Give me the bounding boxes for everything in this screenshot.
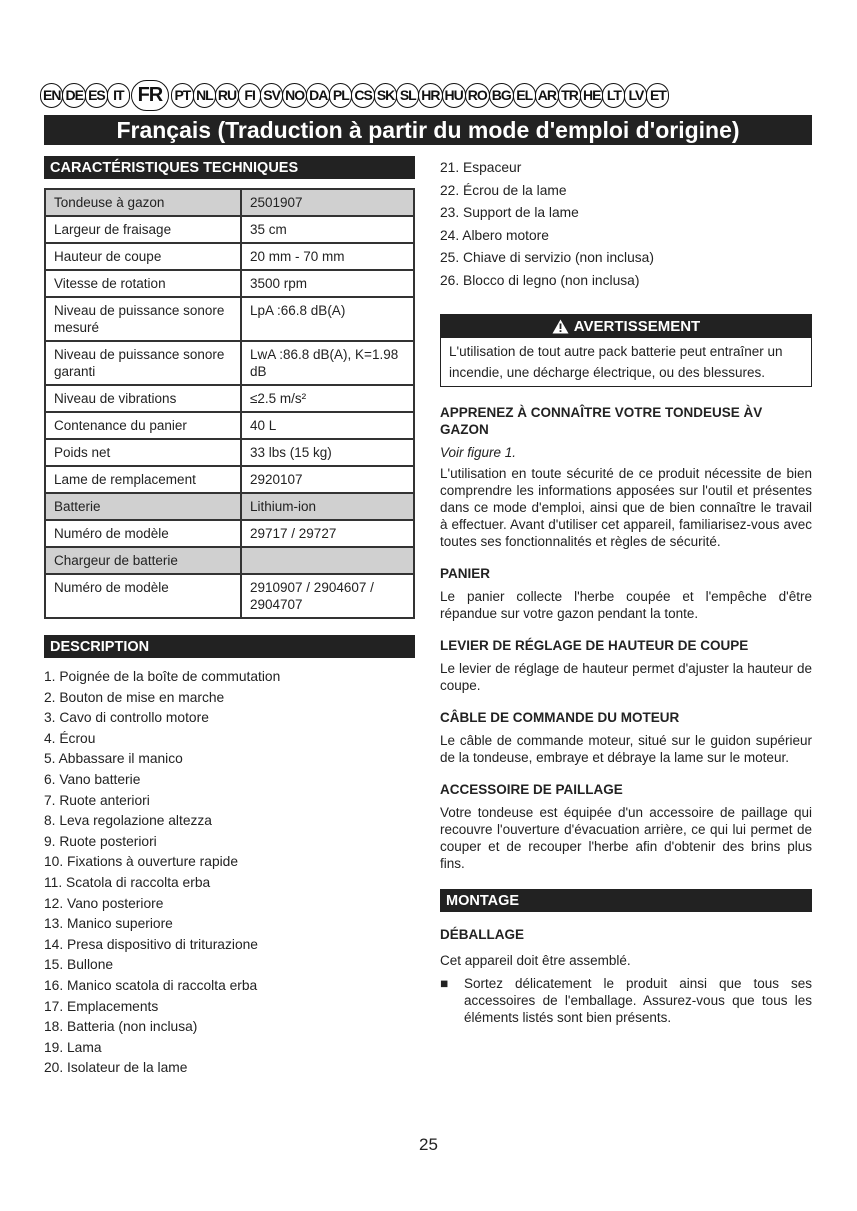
spec-label: Contenance du panier xyxy=(45,412,241,439)
spec-value: 3500 rpm xyxy=(241,270,414,297)
spec-label: Poids net xyxy=(45,439,241,466)
levier-text: Le levier de réglage de hauteur permet d'ajuster la hauteur de coupe. xyxy=(440,661,812,693)
language-bg: BG xyxy=(489,83,514,108)
description-heading: DESCRIPTION xyxy=(44,635,415,658)
spec-label: Niveau de puissance sonore mesuré xyxy=(45,297,241,341)
description-list xyxy=(44,667,415,1079)
left-column xyxy=(44,156,415,1079)
panier-heading: PANIER xyxy=(440,566,491,581)
spec-value: 40 L xyxy=(241,412,414,439)
list-item: 19. Lama xyxy=(44,1039,102,1055)
list-item: 10. Fixations à ouverture rapide xyxy=(44,854,239,870)
spec-label: Vitesse de rotation xyxy=(45,270,241,297)
list-item: 12. Vano posteriore xyxy=(44,895,164,911)
list-item: 7. Ruote anteriori xyxy=(44,792,150,808)
list-item: 16. Manico scatola di raccolta erba xyxy=(44,977,258,993)
list-item: 24. Albero motore xyxy=(440,227,549,243)
spec-row xyxy=(45,243,414,270)
warning-box xyxy=(440,314,812,387)
language-pl: PL xyxy=(329,83,352,108)
list-item: 23. Support de la lame xyxy=(440,205,579,220)
spec-label: Largeur de fraisage xyxy=(45,216,241,243)
language-no: NO xyxy=(282,83,307,108)
spec-row xyxy=(45,270,414,297)
language-nl: NL xyxy=(193,83,216,108)
list-item: 3. Cavo di controllo motore xyxy=(44,710,209,726)
language-pt: PT xyxy=(171,83,194,108)
panier-text: Le panier collecte l'herbe coupée et l'empêche d'être répandue sur votre gazon pendant la tonte. xyxy=(440,589,812,621)
spec-row xyxy=(45,412,414,439)
levier-heading: LEVIER DE RÉGLAGE DE HAUTEUR DE COUPE xyxy=(440,638,749,653)
montage-intro: Cet appareil doit être assemblé. xyxy=(440,953,631,968)
language-et: ET xyxy=(646,83,669,108)
language-he: HE xyxy=(580,83,603,108)
language-hu: HU xyxy=(442,83,466,108)
paillage-heading: ACCESSOIRE DE PAILLAGE xyxy=(440,782,623,797)
figure-reference: Voir figure 1. xyxy=(440,445,517,460)
spec-value: ≤2.5 m/s² xyxy=(241,385,414,412)
spec-value: Lithium-ion xyxy=(241,493,414,520)
list-item: 26. Blocco di legno (non inclusa) xyxy=(440,272,640,288)
list-item: 13. Manico superiore xyxy=(44,916,173,932)
language-fr: FR xyxy=(131,80,169,111)
language-en: EN xyxy=(40,83,63,108)
page-number: 25 xyxy=(419,1135,438,1154)
list-item: 5. Abbassare il manico xyxy=(44,751,183,767)
language-it: IT xyxy=(107,83,130,108)
bullet-marker: ■ xyxy=(440,976,449,991)
spec-row xyxy=(45,341,414,385)
language-sk: SK xyxy=(374,83,397,108)
language-lv: LV xyxy=(624,83,647,108)
spec-row xyxy=(45,297,414,341)
spec-label: Tondeuse à gazon xyxy=(45,189,241,216)
language-es: ES xyxy=(85,83,108,108)
list-item: 9. Ruote posteriori xyxy=(44,833,157,849)
list-item: 20. Isolateur de la lame xyxy=(44,1060,188,1076)
warning-text: L'utilisation de tout autre pack batterie peut entraîner un incendie, une décharge électrique, ou des blessures. xyxy=(449,344,783,380)
bullet-text: Sortez délicatement le produit ainsi que tous ses accessoires de l'emballage. Assurez-vous que tous les éléments listés sont bien présents. xyxy=(464,976,812,1025)
page-title: Français (Traduction à partir du mode d'emploi d'origine) xyxy=(44,115,812,145)
list-item: 15. Bullone xyxy=(44,957,114,973)
language-selector xyxy=(40,80,816,110)
list-item: 2. Bouton de mise en marche xyxy=(44,689,225,705)
cable-heading: CÂBLE DE COMMANDE DU MOTEUR xyxy=(440,710,680,725)
list-item: 25. Chiave di servizio (non inclusa) xyxy=(440,250,654,265)
list-item: 11. Scatola di raccolta erba xyxy=(44,874,211,890)
spec-value xyxy=(241,547,414,574)
spec-value: 20 mm - 70 mm xyxy=(241,243,414,270)
bullet-item xyxy=(440,975,812,1026)
spec-row xyxy=(45,493,414,520)
language-sv: SV xyxy=(260,83,283,108)
list-item: 18. Batteria (non inclusa) xyxy=(44,1019,198,1035)
spec-label: Numéro de modèle xyxy=(45,520,241,547)
list-item: 21. Espaceur xyxy=(440,160,522,175)
list-item: 1. Poignée de la boîte de commutation xyxy=(44,669,281,684)
spec-row xyxy=(45,385,414,412)
right-column xyxy=(440,156,812,1026)
language-de: DE xyxy=(62,83,85,108)
spec-value: 2920107 xyxy=(241,466,414,493)
spec-row xyxy=(45,439,414,466)
warning-triangle-icon xyxy=(552,319,569,334)
language-sl: SL xyxy=(396,83,419,108)
language-el: EL xyxy=(513,83,536,108)
spec-row xyxy=(45,466,414,493)
language-ro: RO xyxy=(465,83,490,108)
cable-text: Le câble de commande moteur, situé sur le guidon supérieur de la tondeuse, embraye et débraye la lame sur le moteur. xyxy=(440,733,812,765)
language-lt: LT xyxy=(602,83,625,108)
know-text: L'utilisation en toute sécurité de ce produit nécessite de bien comprendre les informations apposées sur l'outil et présentes dans ce mode d'emploi, ainsi que de bien connaître le travail à effectuer. Avant d'utiliser cet appareil, familiarisez-vous avec toutes ses fonctionnalités et règles de sécurité. xyxy=(440,466,812,549)
spec-label: Numéro de modèle xyxy=(45,574,241,618)
spec-value: 33 lbs (15 kg) xyxy=(241,439,414,466)
description-list-continued xyxy=(440,157,812,292)
spec-label: Chargeur de batterie xyxy=(45,547,241,574)
deballage-heading: DÉBALLAGE xyxy=(440,927,524,942)
specs-heading: CARACTÉRISTIQUES TECHNIQUES xyxy=(44,156,415,179)
list-item: 14. Presa dispositivo di triturazione xyxy=(44,936,258,952)
spec-value: 2910907 / 2904607 / 2904707 xyxy=(241,574,414,618)
spec-label: Batterie xyxy=(45,493,241,520)
language-fi: FI xyxy=(238,83,261,108)
spec-row xyxy=(45,574,414,618)
language-hr: HR xyxy=(418,83,442,108)
list-item: 22. Écrou de la lame xyxy=(440,182,567,198)
spec-label: Lame de remplacement xyxy=(45,466,241,493)
spec-value: LwA :86.8 dB(A), K=1.98 dB xyxy=(241,341,414,385)
list-item: 17. Emplacements xyxy=(44,998,159,1014)
list-item: 8. Leva regolazione altezza xyxy=(44,813,212,829)
spec-value: 35 cm xyxy=(241,216,414,243)
list-item: 6. Vano batterie xyxy=(44,771,141,787)
paillage-text: Votre tondeuse est équipée d'un accessoire de paillage qui recouvre l'ouverture d'évacuation arrière, ce qui lui permet de couper et de recouper l'herbe afin d'obtenir des brins plus fins. xyxy=(440,805,812,871)
spec-row xyxy=(45,520,414,547)
language-ar: AR xyxy=(535,83,559,108)
spec-row xyxy=(45,547,414,574)
spec-label: Niveau de puissance sonore garanti xyxy=(45,341,241,385)
spec-label: Hauteur de coupe xyxy=(45,243,241,270)
spec-value: 2501907 xyxy=(241,189,414,216)
language-ru: RU xyxy=(215,83,239,108)
list-item: 4. Écrou xyxy=(44,730,96,746)
spec-value: 29717 / 29727 xyxy=(241,520,414,547)
spec-value: LpA :66.8 dB(A) xyxy=(241,297,414,341)
language-cs: CS xyxy=(351,83,374,108)
spec-label: Niveau de vibrations xyxy=(45,385,241,412)
montage-heading: MONTAGE xyxy=(440,889,812,912)
specs-table xyxy=(44,188,415,619)
language-tr: TR xyxy=(558,83,581,108)
warning-header: AVERTISSEMENT xyxy=(441,315,811,338)
know-heading: APPRENEZ À CONNAÎTRE VOTRE TONDEUSE ÀV GAZON xyxy=(440,405,763,437)
language-da: DA xyxy=(306,83,330,108)
spec-row xyxy=(45,216,414,243)
spec-row xyxy=(45,189,414,216)
